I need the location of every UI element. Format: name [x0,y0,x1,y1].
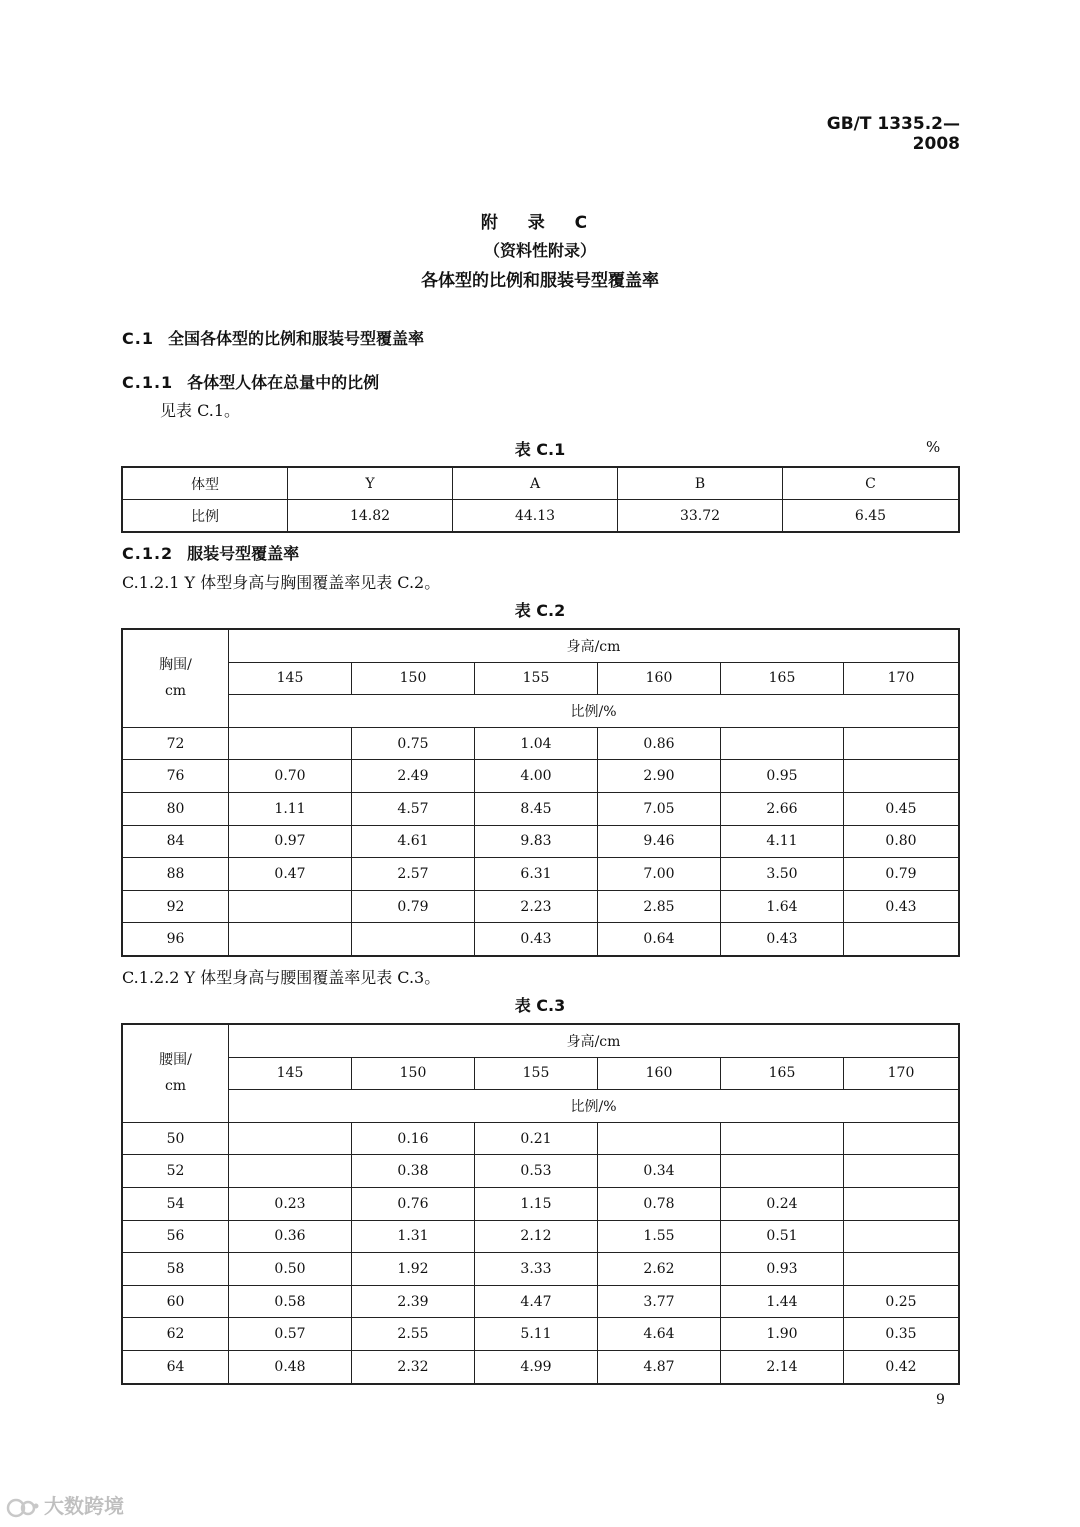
table-cell: 0.24 [721,1187,844,1220]
table-row [122,1253,959,1286]
table-cell: 4.64 [598,1318,721,1351]
section-c1-heading [122,326,424,349]
table-cell: 0.79 [844,858,960,891]
table-cell: 4.61 [352,825,475,858]
table-row [122,1318,959,1351]
table-cell: 62 [122,1318,229,1351]
table-cell: 1.55 [598,1220,721,1253]
watermark-logo-icon [6,1497,40,1519]
table-cell: 2.90 [598,760,721,793]
table-cell: 2.23 [475,890,598,923]
table-cell: 54 [122,1187,229,1220]
table-row [122,1220,959,1253]
table-row [122,792,959,825]
section-c12-heading [122,541,299,564]
table-cell: 比例 [122,500,288,533]
table-cell: 2.12 [475,1220,598,1253]
table-cell: 1.92 [352,1253,475,1286]
table-cell: 0.43 [475,923,598,956]
section-title: 各体型人体在总量中的比例 [187,373,380,392]
table-cell: 2.55 [352,1318,475,1351]
height-cell: 145 [229,662,352,695]
table-cell: 4.47 [475,1285,598,1318]
table-cell: 4.87 [598,1350,721,1383]
table-cell: 4.00 [475,760,598,793]
table-header-row [122,467,959,500]
table-cell [844,727,960,760]
table-row [122,500,959,533]
table-c3-caption: 表 C.3 [514,996,566,1015]
table-cell: 0.75 [352,727,475,760]
table-cell [229,890,352,923]
table-cell: 3.77 [598,1285,721,1318]
table-cell: 76 [122,760,229,793]
section-title: 全国各体型的比例和服装号型覆盖率 [167,329,424,348]
table-cell: 0.16 [352,1122,475,1155]
table-cell: 4.57 [352,792,475,825]
table-cell: 9.83 [475,825,598,858]
height-cell: 150 [352,662,475,695]
table-cell: 2.85 [598,890,721,923]
table-cell: 0.58 [229,1285,352,1318]
table-c1 [121,466,960,533]
table-cell: 0.86 [598,727,721,760]
table-cell: 96 [122,923,229,956]
table-header-row [122,662,959,695]
table-cell [844,1187,960,1220]
table-cell: 0.64 [598,923,721,956]
row-header-label: 胸围/ [159,657,192,674]
height-cell: 150 [352,1057,475,1090]
table-cell: 2.66 [721,792,844,825]
table-header-row [122,1057,959,1090]
table-cell: 1.64 [721,890,844,923]
row-header-unit: cm [164,683,187,700]
table-cell: 1.04 [475,727,598,760]
table-cell: 0.57 [229,1318,352,1351]
table-c1-caption: 表 C.1 [514,440,566,459]
ratio-header-cell: 比例/% [229,1090,960,1123]
ratio-header-cell: 比例/% [229,695,960,728]
table-cell: 3.50 [721,858,844,891]
table-row [122,923,959,956]
table-cell: 0.79 [352,890,475,923]
table-cell: 体型 [122,467,288,500]
height-cell: 170 [844,1057,960,1090]
height-cell: 155 [475,662,598,695]
table-cell: 2.57 [352,858,475,891]
appendix-main-title: 各体型的比例和服装号型覆盖率 [421,271,659,291]
table-header-row [122,629,959,662]
table-cell [229,923,352,956]
table-cell: 1.11 [229,792,352,825]
section-c121-text: C.1.2.1 Y 体型身高与胸围覆盖率见表 C.2。 [122,573,441,592]
table-cell: 8.45 [475,792,598,825]
table-cell: 60 [122,1285,229,1318]
section-c11-heading [122,370,379,393]
table-cell: 0.36 [229,1220,352,1253]
table-cell: B [618,467,783,500]
page-number: 9 [936,1392,945,1408]
table-cell: 0.43 [721,923,844,956]
table-cell: Y [288,467,453,500]
table-cell: 50 [122,1122,229,1155]
table-row [122,1155,959,1188]
table-cell: 6.31 [475,858,598,891]
table-cell: 80 [122,792,229,825]
row-header-cell [122,629,229,727]
appendix-title: 附 录 C [480,213,600,233]
table-cell [229,1155,352,1188]
table-cell: 1.31 [352,1220,475,1253]
table-cell: 44.13 [453,500,618,533]
table-cell: 2.39 [352,1285,475,1318]
section-c11-paragraph: 见表 C.1。 [160,401,241,420]
section-c122-text: C.1.2.2 Y 体型身高与腰围覆盖率见表 C.3。 [122,968,441,987]
table-cell: 0.21 [475,1122,598,1155]
table-cell: 0.47 [229,858,352,891]
table-row [122,858,959,891]
table-row [122,1187,959,1220]
table-cell: 0.38 [352,1155,475,1188]
table-row [122,727,959,760]
table-cell: 0.78 [598,1187,721,1220]
table-cell: 0.42 [844,1350,960,1383]
table-header-row [122,695,959,728]
row-header-label: 腰围/ [159,1052,192,1069]
table-cell: 7.00 [598,858,721,891]
table-cell: 64 [122,1350,229,1383]
table-cell: 0.93 [721,1253,844,1286]
table-header-row [122,1090,959,1123]
table-cell: 4.99 [475,1350,598,1383]
section-number: C.1 [122,329,154,348]
table-cell: 0.43 [844,890,960,923]
height-cell: 145 [229,1057,352,1090]
table-cell: 0.34 [598,1155,721,1188]
table-cell: 0.95 [721,760,844,793]
table-cell: 2.32 [352,1350,475,1383]
table-row [122,760,959,793]
table-cell: 0.53 [475,1155,598,1188]
height-cell: 170 [844,662,960,695]
table-cell: 4.11 [721,825,844,858]
table-cell [844,923,960,956]
table-cell: 58 [122,1253,229,1286]
table-cell: 33.72 [618,500,783,533]
table-cell: 2.14 [721,1350,844,1383]
table-cell: 84 [122,825,229,858]
table-cell: 0.76 [352,1187,475,1220]
section-number: C.1.1 [122,373,174,392]
table-row [122,1285,959,1318]
table-cell: 88 [122,858,229,891]
table-c3 [121,1023,960,1385]
table-row [122,825,959,858]
table-row [122,1122,959,1155]
table-cell [229,727,352,760]
table-cell: 0.25 [844,1285,960,1318]
table-cell [721,727,844,760]
table-cell: 72 [122,727,229,760]
standard-code: GB/T 1335.2—2008 [826,114,960,154]
table-cell: 56 [122,1220,229,1253]
table-cell: 2.49 [352,760,475,793]
table-cell [844,1155,960,1188]
table-cell: 0.23 [229,1187,352,1220]
table-cell: 0.50 [229,1253,352,1286]
row-header-unit: cm [164,1078,187,1095]
table-cell: 14.82 [288,500,453,533]
table-cell [844,1220,960,1253]
row-header-cell [122,1024,229,1122]
table-cell [844,1253,960,1286]
appendix-subtitle: （资料性附录） [483,241,596,260]
watermark-text: 大数跨境 [44,1494,124,1518]
table-cell [598,1122,721,1155]
table-cell [229,1122,352,1155]
watermark [6,1490,124,1519]
table-cell: 0.35 [844,1318,960,1351]
table-header-row [122,1024,959,1057]
table-cell: 1.44 [721,1285,844,1318]
table-cell: 0.80 [844,825,960,858]
height-cell: 155 [475,1057,598,1090]
table-cell [721,1155,844,1188]
table-cell: 6.45 [783,500,960,533]
table-cell: 0.48 [229,1350,352,1383]
table-cell: 2.62 [598,1253,721,1286]
table-cell: 0.97 [229,825,352,858]
height-header-cell: 身高/cm [229,629,960,662]
table-cell [844,760,960,793]
table-cell: 5.11 [475,1318,598,1351]
table-cell: 1.90 [721,1318,844,1351]
table-cell: 3.33 [475,1253,598,1286]
table-cell: C [783,467,960,500]
table-cell: 0.45 [844,792,960,825]
height-cell: 165 [721,1057,844,1090]
section-title: 服装号型覆盖率 [187,544,300,563]
table-cell: 7.05 [598,792,721,825]
table-cell [844,1122,960,1155]
table-cell: 52 [122,1155,229,1188]
table-cell: 0.51 [721,1220,844,1253]
table-cell: 92 [122,890,229,923]
table-cell: 0.70 [229,760,352,793]
table-cell: 9.46 [598,825,721,858]
table-cell [721,1122,844,1155]
table-row [122,890,959,923]
table-cell: 1.15 [475,1187,598,1220]
table-c2 [121,628,960,957]
table-c2-caption: 表 C.2 [514,601,566,620]
table-row [122,1350,959,1383]
height-cell: 160 [598,662,721,695]
table-cell: A [453,467,618,500]
height-cell: 165 [721,662,844,695]
table-cell [352,923,475,956]
section-number: C.1.2 [122,544,174,563]
height-header-cell: 身高/cm [229,1024,960,1057]
height-cell: 160 [598,1057,721,1090]
table-c1-unit: % [926,438,941,456]
